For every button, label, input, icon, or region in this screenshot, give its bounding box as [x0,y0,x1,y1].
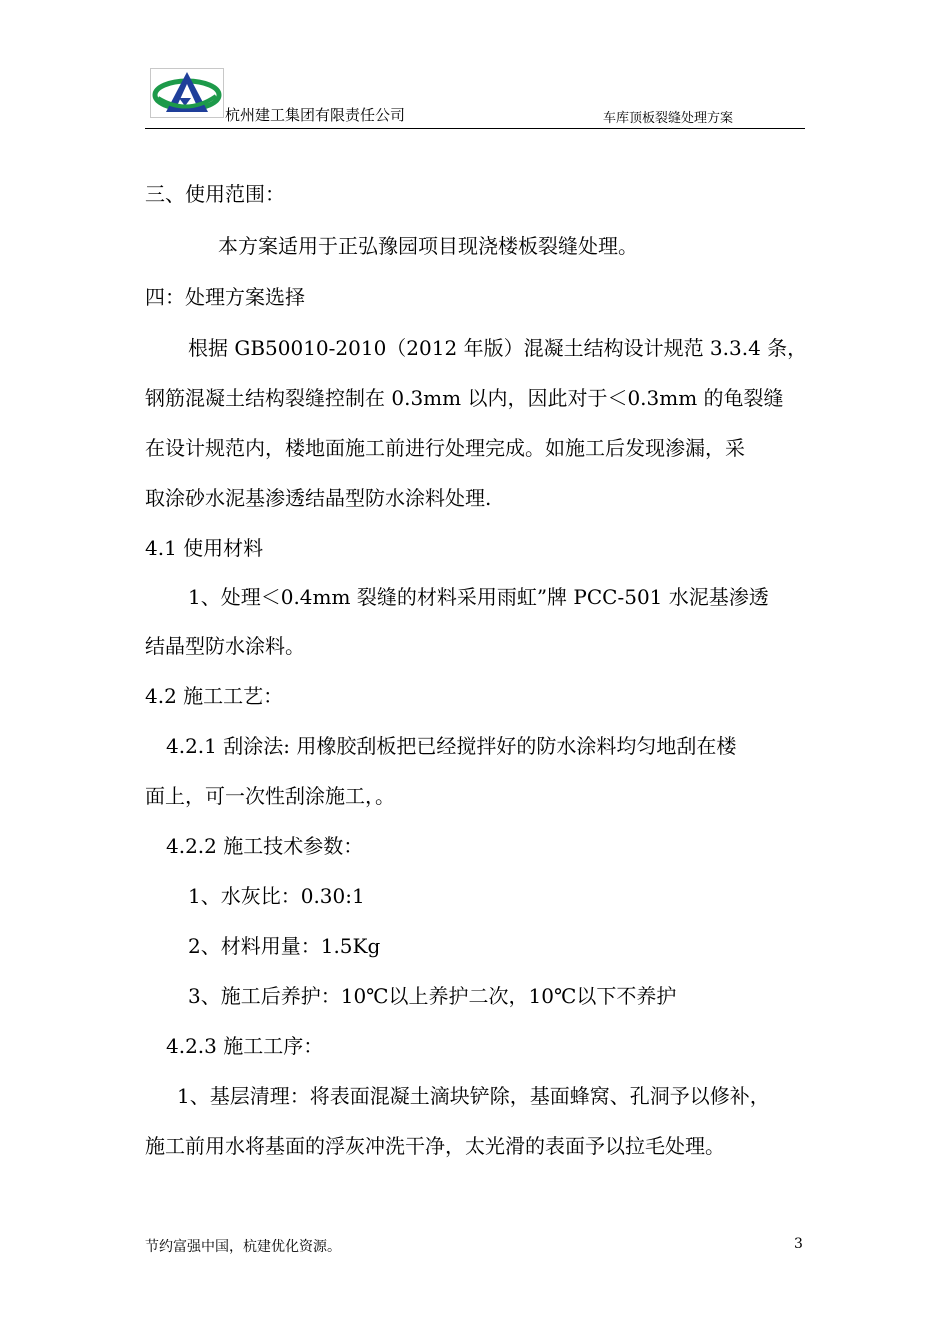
paragraph-line: 1、处理＜0.4mm 裂缝的材料采用雨虹”牌 PCC-501 水泥基渗透 [188,585,769,609]
document-title: 车库顶板裂缝处理方案 [603,111,734,126]
subsection-heading: 4.2 施工工艺： [145,684,284,708]
list-item: 3、施工后养护：10℃以上养护二次，10℃以下不养护 [188,984,677,1008]
subsection-heading: 4.2.2 施工技术参数： [166,834,364,858]
paragraph-line: 根据 GB50010-2010（2012 年版）混凝土结构设计规范 3.3.4 条， [188,336,808,360]
section-heading-scope: 三、使用范围： [145,182,285,206]
subsection-heading: 4.1 使用材料 [145,536,264,560]
paragraph-line: 4.2.1 刮涂法: 用橡胶刮板把已经搅拌好的防水涂料均匀地刮在楼 [166,734,737,758]
page-number: 3 [794,1236,803,1252]
header-divider [145,128,805,129]
paragraph-line: 钢筋混凝土结构裂缝控制在 0.3mm 以内，因此对于＜0.3mm 的龟裂缝 [145,386,784,410]
paragraph-line: 结晶型防水涂料。 [145,634,305,658]
footer-slogan: 节约富强中国，杭建优化资源。 [145,1239,341,1255]
company-name: 杭州建工集团有限责任公司 [225,106,406,124]
list-item: 1、水灰比：0.30:1 [188,884,365,908]
section-heading-scheme: 四：处理方案选择 [145,285,305,309]
paragraph-line: 施工前用水将基面的浮灰冲洗干净，太光滑的表面予以拉毛处理。 [145,1134,725,1158]
company-logo-icon [150,68,224,118]
paragraph-line: 面上，可一次性刮涂施工，。 [145,784,395,808]
list-item: 2、材料用量：1.5Kg [188,934,381,958]
list-item: 1、基层清理：将表面混凝土滴块铲除，基面蜂窝、孔洞予以修补， [177,1084,770,1108]
paragraph-line: 本方案适用于正弘豫园项目现浇楼板裂缝处理。 [218,234,638,258]
paragraph-line: 在设计规范内，楼地面施工前进行处理完成。如施工后发现渗漏，采 [145,436,745,460]
subsection-heading: 4.2.3 施工工序： [166,1034,324,1058]
paragraph-line: 取涂砂水泥基渗透结晶型防水涂料处理. [145,486,492,510]
